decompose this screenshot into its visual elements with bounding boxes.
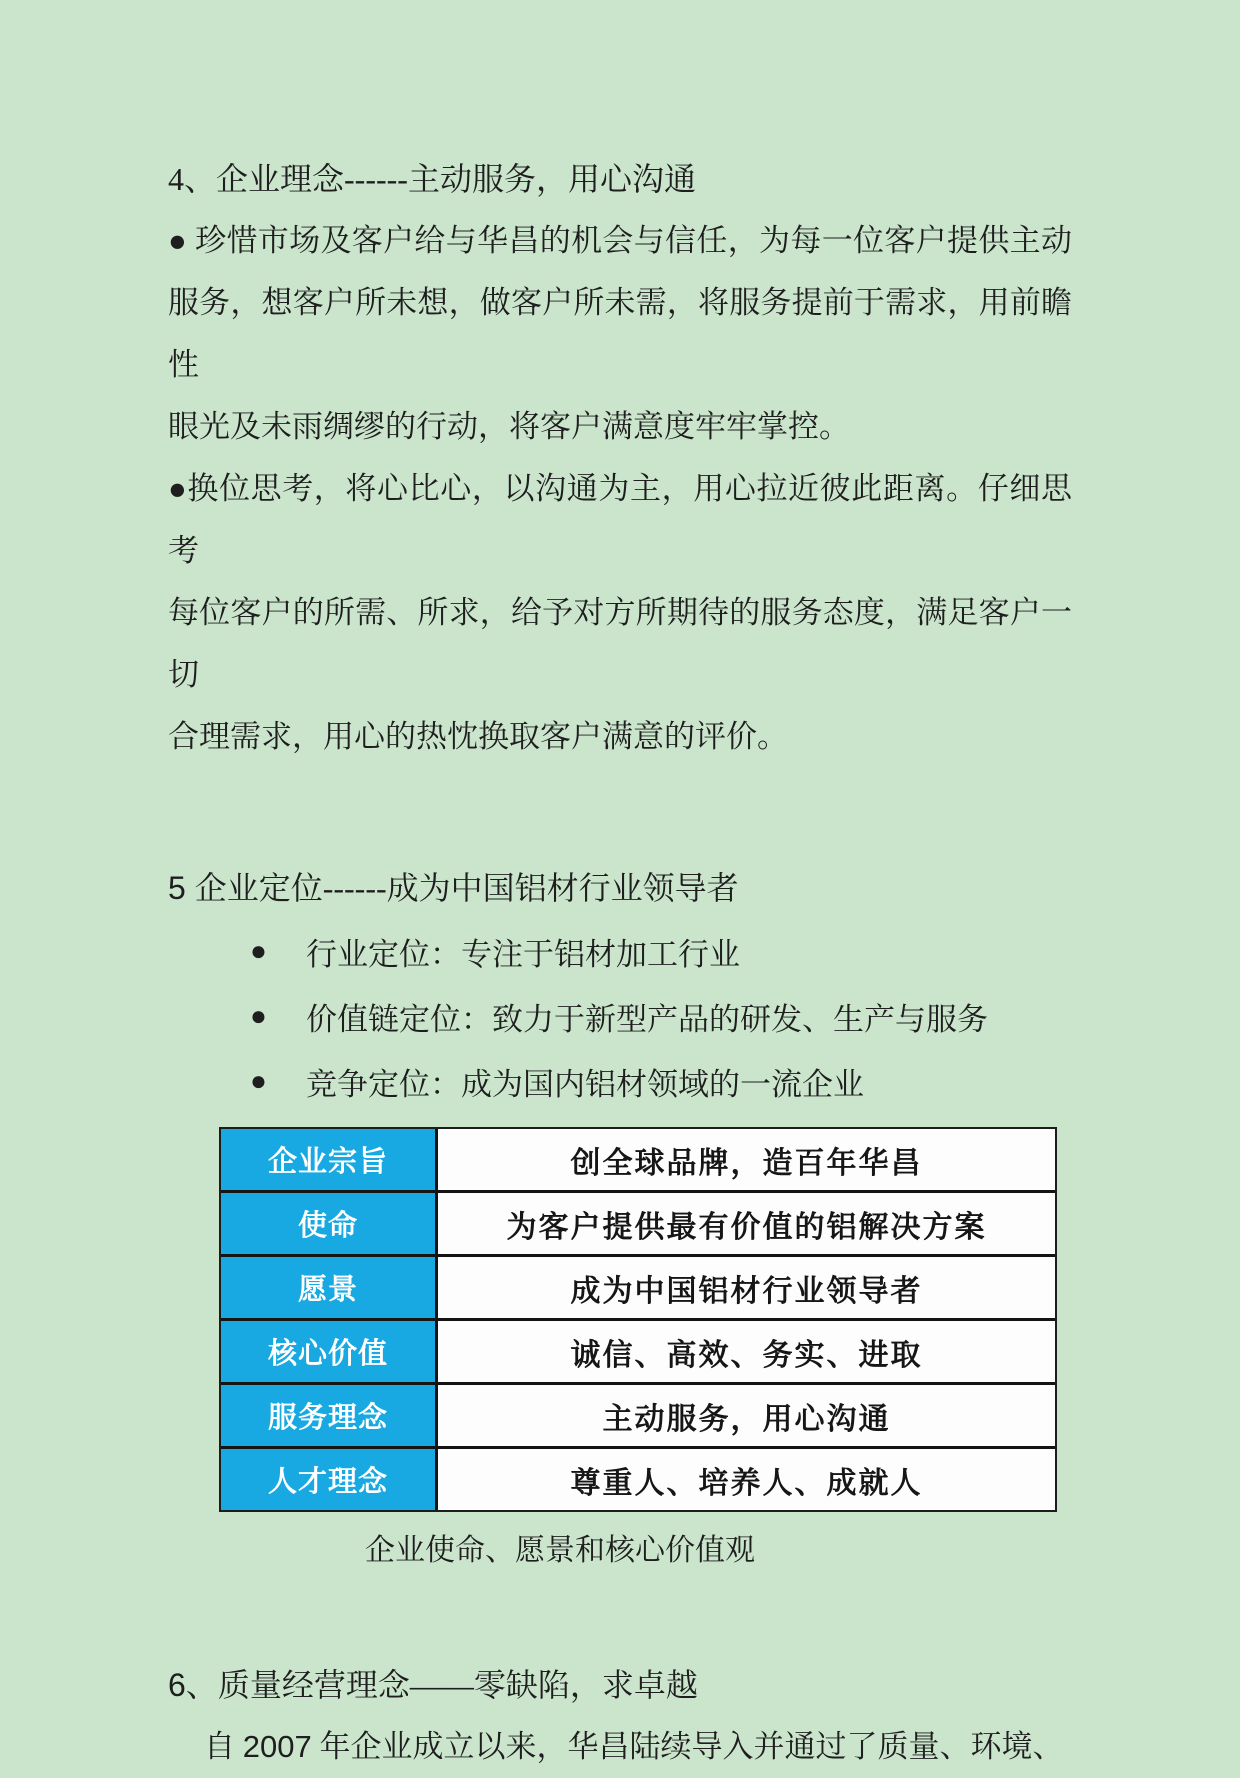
values-table: [219, 1127, 1057, 1512]
bullet-icon: ●: [250, 936, 267, 967]
text-line: 服务，想客户所未想，做客户所未需，将服务提前于需求，用前瞻性: [168, 285, 1072, 382]
list-item-text: 行业定位：专注于铝材加工行业: [306, 937, 740, 972]
table-row-label: 人才理念: [221, 1449, 438, 1510]
section-4-number: 4、: [168, 161, 217, 197]
bullet-icon: ●: [250, 1001, 267, 1032]
table-row: [221, 1318, 1055, 1382]
table-row: [221, 1446, 1055, 1510]
section-5-bullet-list: [168, 919, 1072, 1114]
table-row-value: 成为中国铝材行业领导者: [570, 1274, 923, 1308]
table-row-value: 诚信、高效、务实、进取: [570, 1338, 923, 1372]
list-item: [168, 984, 1072, 1049]
text-segment: 年企业成立以来，华昌陆续导入并通过了质量、环境、: [311, 1729, 1064, 1764]
list-item: [168, 919, 1072, 984]
text-line: ● 珍惜市场及客户给与华昌的机会与信任，为每一位客户提供主动: [168, 223, 1072, 258]
table-row-label: 使命: [221, 1193, 438, 1254]
section-5-title: 企业定位------成为中国铝材行业领导者: [194, 870, 739, 906]
table-row-label: 企业宗旨: [221, 1129, 438, 1190]
table-caption: 企业使命、愿景和核心价值观: [365, 1534, 755, 1567]
text-line: 合理需求，用心的热忱换取客户满意的评价。: [168, 719, 788, 754]
table-row: [221, 1190, 1055, 1254]
section-6-title: 质量经营理念——零缺陷，求卓越: [217, 1667, 698, 1703]
section-5-number: 5: [168, 870, 195, 906]
section-6-paragraph: [168, 1716, 1072, 1778]
text-segment: 自: [204, 1729, 243, 1764]
table-row-label: 服务理念: [221, 1385, 438, 1446]
table-row-value: 主动服务，用心沟通: [602, 1402, 891, 1436]
list-item: [168, 1049, 1072, 1114]
table-row: [221, 1254, 1055, 1318]
section-4-title: 企业理念------主动服务，用心沟通: [216, 161, 696, 197]
table-row: [221, 1382, 1055, 1446]
list-item-text: 竞争定位：成为国内铝材领域的一流企业: [306, 1067, 864, 1102]
bullet-icon: ●: [250, 1066, 267, 1097]
section-6-heading: [168, 1654, 1072, 1716]
text-line: 每位客户的所需、所求，给予对方所期待的服务态度，满足客户一切: [168, 595, 1072, 692]
section-4-heading: [168, 148, 1072, 210]
table-row-value: 为客户提供最有价值的铝解决方案: [506, 1210, 987, 1244]
table-row: [221, 1129, 1055, 1190]
table-row-value: 创全球品牌，造百年华昌: [570, 1146, 923, 1180]
section-6-number: 6、: [168, 1667, 218, 1703]
text-line: 眼光及未雨绸缪的行动，将客户满意度牢牢掌控。: [168, 409, 850, 444]
section-5-heading: [168, 857, 1072, 919]
year-text: 2007: [242, 1729, 312, 1764]
list-item-text: 价值链定位：致力于新型产品的研发、生产与服务: [306, 1002, 988, 1037]
text-line: ●换位思考，将心比心，以沟通为主，用心拉近彼此距离。仔细思考: [168, 471, 1072, 568]
table-row-value: 尊重人、培养人、成就人: [570, 1466, 923, 1500]
section-4-paragraph-2: [168, 458, 1072, 768]
table-row-label: 核心价值: [221, 1321, 438, 1382]
section-4-paragraph-1: [168, 210, 1072, 458]
table-row-label: 愿景: [221, 1257, 438, 1318]
